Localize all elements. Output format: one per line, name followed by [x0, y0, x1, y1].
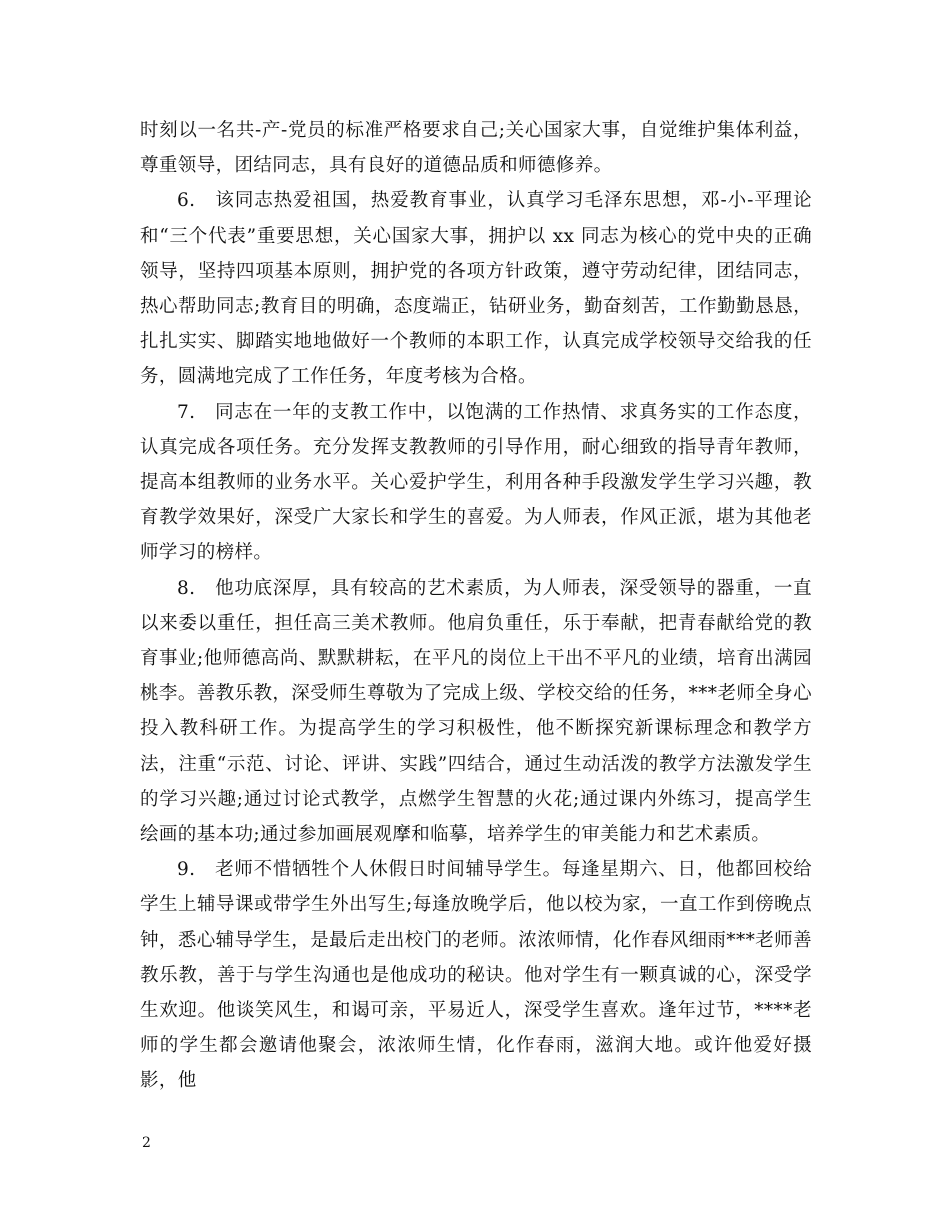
paragraph-item-7: 7. 同志在一年的支教工作中，以饱满的工作热情、求真务实的工作态度，认真完成各项任务。充分发挥支教教师的引导作用，耐心细致的指导青年教师，提高本组教师的业务水平。关心爱护学生，利用各种手段激发学生学习兴趣，教育教学效果好，深受广大家长和学生的喜爱。为人师表，作风正派，堪为其他老师学习的榜样。 [140, 401, 812, 564]
paragraph-item-9: 9. 老师不惜牺牲个人休假日时间辅导学生。每逢星期六、日，他都回校给学生上辅导课或带学生外出写生;每逢放晚学后，他以校为家，一直工作到傍晚点钟，悉心辅导学生，是最后走出校门的老师。浓浓师情，化作春风细雨***老师善教乐教，善于与学生沟通也是他成功的秘诀。他对学生有一颗真诚的心，深受学生欢迎。他谈笑风生，和谒可亲，平易近人，深受学生喜欢。逢年过节，****老师的学生都会邀请他聚会，浓浓师生情，化作春雨，滋润大地。或许他爱好摄影，他 [140, 859, 812, 1092]
paragraph-item-8: 8. 他功底深厚，具有较高的艺术素质，为人师表，深受领导的器重，一直以来委以重任，担任高三美术教师。他肩负重任，乐于奉献，把青春献给党的教育事业;他师德高尚、默默耕耘，在平凡的岗位上干出不平凡的业绩，培育出满园桃李。善教乐教，深受师生尊敬为了完成上级、学校交给的任务，***老师全身心投入教科研工作。为提高学生的学习积极性，他不断探究新课标理念和教学方法，注重“示范、讨论、评讲、实践”四结合，通过生动活泼的教学方法激发学生的学习兴趣;通过讨论式教学，点燃学生智慧的火花;通过课内外练习，提高学生绘画的基本功;通过参加画展观摩和临摹，培养学生的审美能力和艺术素质。 [140, 577, 812, 846]
document-body [140, 113, 812, 1099]
page-number: 2 [142, 1135, 151, 1151]
paragraph-item-6: 6. 该同志热爱祖国，热爱教育事业，认真学习毛泽东思想，邓-小-平理论和“三个代表”重要思想，关心国家大事，拥护以 xx 同志为核心的党中央的正确领导，坚持四项基本原则，拥护党的各项方针政策，遵守劳动纪律，团结同志，热心帮助同志;教育目的明确，态度端正，钻研业务，勤奋刻苦，工作勤勤恳恳，扎扎实实、脚踏实地地做好一个教师的本职工作，认真完成学校领导交给我的任务，圆满地完成了工作任务，年度考核为合格。 [140, 190, 812, 388]
paragraph-continuation: 时刻以一名共-产-党员的标准严格要求自己;关心国家大事，自觉维护集体利益，尊重领导，团结同志，具有良好的道德品质和师德修养。 [140, 120, 812, 177]
